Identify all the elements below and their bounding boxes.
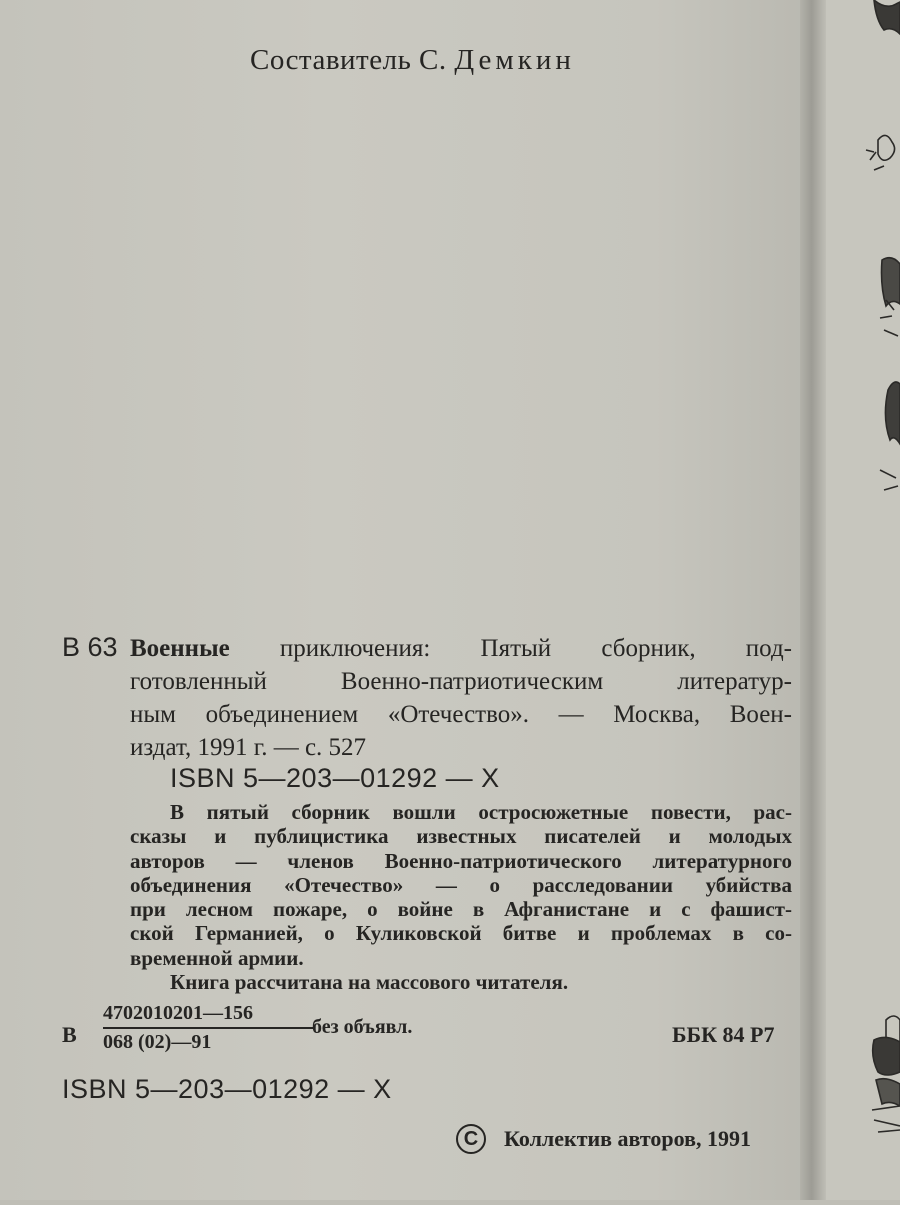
copyright-line	[456, 1124, 751, 1154]
index-letter: В	[62, 1022, 77, 1047]
abstract-line: при лесном пожаре, о войне в Афганистане и с фашист-	[130, 897, 792, 922]
biblio-line: ным объединением «Отечество». — Москва, Воен-	[130, 701, 792, 728]
compiler-line	[250, 44, 575, 77]
isbn-top: ISBN 5—203—01292 — X	[170, 763, 500, 793]
index-fraction	[103, 1002, 313, 1054]
abstract-line: сказы и публицистика известных писателей и молодых	[130, 824, 792, 849]
abstract-line: ской Германией, о Куликовской битве и проблемах в со-	[130, 921, 792, 946]
compiler-name: Демкин	[454, 44, 575, 76]
adjacent-page-illustration	[826, 0, 900, 1200]
isbn-bottom: ISBN 5—203—01292 — X	[62, 1074, 392, 1104]
copyright-icon: C	[456, 1124, 486, 1154]
biblio-line: приключения: Пятый сборник, под-	[279, 635, 792, 662]
abstract-line: авторов — членов Военно-патриотического литературного	[130, 848, 792, 873]
book-title: Военные	[130, 635, 230, 662]
index-note: без объявл.	[312, 1016, 413, 1038]
index-denominator: 068 (02)—91	[103, 1031, 212, 1053]
abstract-line: Книга рассчитана на массового читателя.	[170, 970, 569, 995]
abstract-line: объединения «Отечество» — о расследовании убийства	[130, 872, 792, 897]
bbk-code: ББК 84 Р7	[672, 1022, 775, 1047]
catalog-code: В 63	[62, 632, 118, 662]
abstract-line: временной армии.	[130, 945, 304, 970]
abstract	[130, 800, 792, 994]
index-numerator: 4702010201—156	[103, 1002, 313, 1029]
engraving-illustration	[826, 0, 900, 1200]
compiler-label: Составитель С.	[250, 44, 447, 76]
bibliographic-record	[130, 632, 792, 764]
biblio-line: готовленный Военно-патриотическим литератур-	[130, 668, 792, 695]
biblio-line: издат, 1991 г. — с. 527	[130, 734, 367, 761]
abstract-line: В пятый сборник вошли остросюжетные повести, рас-	[170, 800, 792, 824]
page-fold	[800, 0, 826, 1200]
copyright-text: Коллектив авторов, 1991	[504, 1126, 751, 1151]
